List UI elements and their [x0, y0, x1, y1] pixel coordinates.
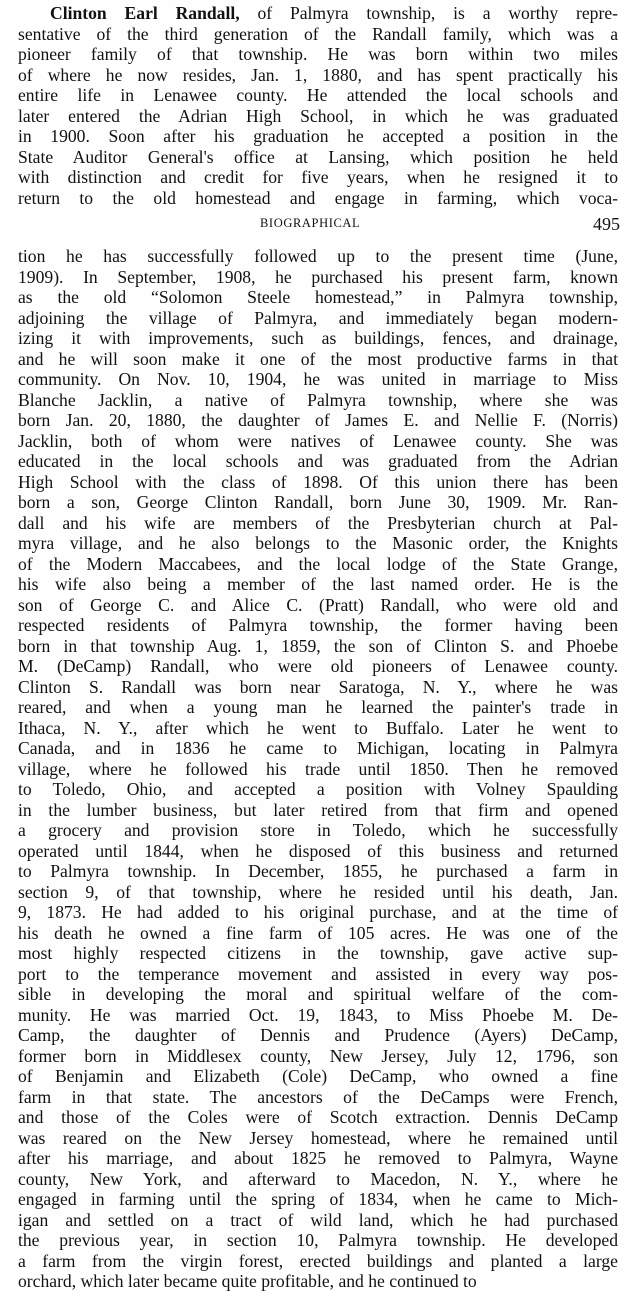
text-line: myra village, and he also belongs to the Masonic order, the Knights: [18, 533, 618, 553]
text-line: with distinction and credit for five years, when he resigned it to: [18, 167, 618, 187]
text-line: Clinton S. Randall was born near Saratoga, N. Y., where he was: [18, 676, 618, 697]
text-line: orchard, which later became quite profitable, and he continued to: [18, 1271, 477, 1291]
text-line: munity. He was married Oct. 19, 1843, to Miss Phoebe M. De-: [18, 1004, 618, 1025]
text-line: after his marriage, and about 1825 he removed to Palmyra, Wayne: [18, 1148, 618, 1168]
text-line: Canada, and in 1836 he came to Michigan, locating in Palmyra: [18, 738, 618, 758]
text-line: igan and settled on a tract of wild land, which he had purchased: [18, 1209, 618, 1230]
text-line: High School with the class of 1898. Of this union there has been: [18, 471, 618, 492]
text-line: to Palmyra township. In December, 1855, he purchased a farm in: [18, 861, 618, 881]
text-line: was reared on the New Jersey homestead, where he remained until: [18, 1127, 618, 1148]
text-line: village, where he followed his trade until 1850. Then he removed: [18, 758, 618, 779]
text-line: his wife also being a member of the last named order. He is the: [18, 574, 618, 594]
page-number: 495: [593, 214, 620, 234]
text-line: State Auditor General's office at Lansing, which position he held: [18, 146, 618, 167]
text-line: return to the old homestead and engage in farming, which voca-: [18, 187, 618, 208]
text-line: born in that township Aug. 1, 1859, the son of Clinton S. and Phoebe: [18, 635, 618, 656]
page-header: [18, 214, 620, 236]
text-line: Ithaca, N. Y., after which he went to Buffalo. Later he went to: [18, 717, 618, 738]
text-line: former born in Middlesex county, New Jersey, July 12, 1796, son: [18, 1045, 618, 1066]
text-line: M. (DeCamp) Randall, who were old pioneers of Lenawee county.: [18, 656, 618, 676]
text-line: reared, and when a young man he learned the painter's trade in: [18, 697, 618, 717]
text-line: entire life in Lenawee county. He attended the local schools and: [18, 85, 618, 105]
text-line: and those of the Coles were of Scotch extraction. Dennis DeCamp: [18, 1107, 618, 1127]
text-line: adjoining the village of Palmyra, and immediately began modern-: [18, 307, 618, 328]
biography-continued-text: [18, 246, 618, 1292]
running-head: BIOGRAPHICAL: [260, 216, 361, 230]
text-line: operated until 1844, when he disposed of this business and returned: [18, 840, 618, 861]
text-line: county, New York, and afterward to Macedon, N. Y., where he: [18, 1168, 618, 1189]
text-line: izing it with improvements, such as buildings, fences, and drainage,: [18, 328, 618, 348]
text-line: of Benjamin and Elizabeth (Cole) DeCamp, who owned a fine: [18, 1066, 618, 1086]
text-line: in 1900. Soon after his graduation he accepted a position in the: [18, 126, 618, 146]
text-line: the previous year, in section 10, Palmyra township. He developed: [18, 1230, 618, 1250]
text-line: 9, 1873. He had added to his original purchase, and at the time of: [18, 902, 618, 922]
text-line: born Jan. 20, 1880, the daughter of James E. and Nellie F. (Norris): [18, 410, 618, 430]
text-line: dall and his wife are members of the Presbyterian church at Pal-: [18, 512, 618, 533]
paragraph-first-line: [18, 3, 618, 24]
text-line: sible in developing the moral and spiritual welfare of the com-: [18, 984, 618, 1004]
text-line: sentative of the third generation of the Randall family, which was a: [18, 23, 618, 44]
text-line: pioneer family of that township. He was born within two miles: [18, 44, 618, 64]
text-line: of where he now resides, Jan. 1, 1880, and has spent practically his: [18, 64, 618, 85]
text-line: 1909). In September, 1908, he purchased his present farm, known: [18, 266, 618, 287]
text-line: Blanche Jacklin, a native of Palmyra township, where she was: [18, 389, 618, 410]
text-line: a grocery and provision store in Toledo, which he successfully: [18, 820, 618, 840]
text-line: born a son, George Clinton Randall, born June 30, 1909. Mr. Ran-: [18, 492, 618, 512]
text-line: and he will soon make it one of the most productive farms in that: [18, 348, 618, 369]
text-line: port to the temperance movement and assisted in every way pos-: [18, 963, 618, 984]
text-line: Camp, the daughter of Dennis and Prudence (Ayers) DeCamp,: [18, 1025, 618, 1045]
text-line: a farm from the virgin forest, erected buildings and planted a large: [18, 1250, 618, 1271]
text-line: most highly respected citizens in the township, gave active sup-: [18, 943, 618, 963]
text-line: Jacklin, both of whom were natives of Lenawee county. She was: [18, 430, 618, 451]
text-line: section 9, of that township, where he resided until his death, Jan.: [18, 881, 618, 902]
text-line: educated in the local schools and was graduated from the Adrian: [18, 451, 618, 471]
subject-name: Clinton Earl Randall,: [50, 3, 240, 23]
text-line: community. On Nov. 10, 1904, he was united in marriage to Miss: [18, 369, 618, 389]
text-line: of the Modern Maccabees, and the local lodge of the State Grange,: [18, 553, 618, 574]
text-line: to Toledo, Ohio, and accepted a position with Volney Spaulding: [18, 779, 618, 799]
text-line: tion he has successfully followed up to the present time (June,: [18, 246, 618, 266]
biography-top-paragraph: [18, 3, 618, 208]
text-line: in the lumber business, but later retired from that firm and opened: [18, 799, 618, 820]
text-line: his death he owned a fine farm of 105 acres. He was one of the: [18, 922, 618, 943]
first-line-rest: of Palmyra township, is a worthy repre-: [239, 3, 618, 23]
text-line: respected residents of Palmyra township, the former having been: [18, 615, 618, 635]
text-line: son of George C. and Alice C. (Pratt) Randall, who were old and: [18, 594, 618, 615]
text-line: later entered the Adrian High School, in which he was graduated: [18, 105, 618, 126]
text-line: farm in that state. The ancestors of the DeCamps were French,: [18, 1086, 618, 1107]
text-line: as the old “Solomon Steele homestead,” in Palmyra township,: [18, 287, 618, 307]
text-line: engaged in farming until the spring of 1834, when he came to Mich-: [18, 1189, 618, 1209]
